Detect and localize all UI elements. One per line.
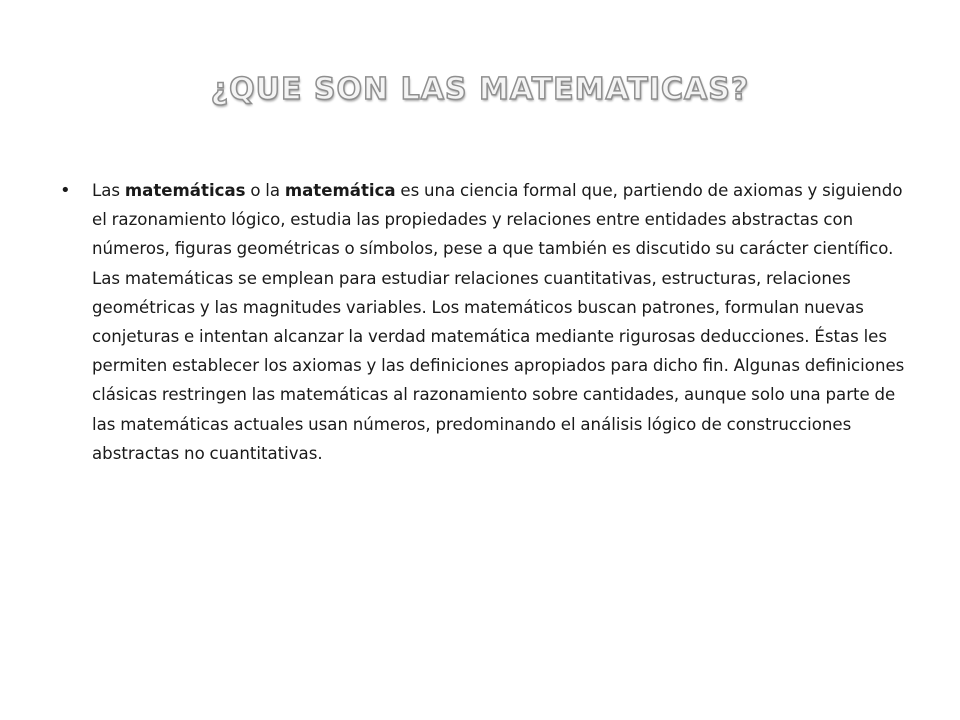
bold-term: matemática [284, 181, 396, 200]
text-segment: Las [92, 181, 125, 200]
bullet-icon: • [60, 180, 71, 201]
bullet-text [92, 176, 914, 468]
slide-content [54, 176, 914, 468]
bold-term: matemáticas [124, 181, 246, 200]
bullet-item [54, 176, 914, 468]
text-segment: es una ciencia formal que, partiendo de axiomas y siguiendo el razonamiento lógico, estudia las propiedades y relaciones entre entidades abstractas con números, figuras geométricas o símbolos, pese a que también es discutido su carácter científico. Las matemáticas se emplean para estudiar relaciones cuantitativas, estructuras, relaciones geométricas y las magnitudes variables. Los matemáticos buscan patrones, formulan nuevas conjeturas e intentan alcanzar la verdad matemática mediante rigurosas deducciones. Éstas les permiten establecer los axiomas y las definiciones apropiados para dicho fin. Algunas definiciones clásicas restringen las matemáticas al razonamiento sobre cantidades, aunque solo una parte de las matemáticas actuales usan números, predominando el análisis lógico de construcciones abstractas no cuantitativas. [92, 181, 905, 463]
text-segment: o la [245, 181, 285, 200]
slide-title: ¿QUE SON LAS MATEMATICAS? [210, 72, 750, 107]
